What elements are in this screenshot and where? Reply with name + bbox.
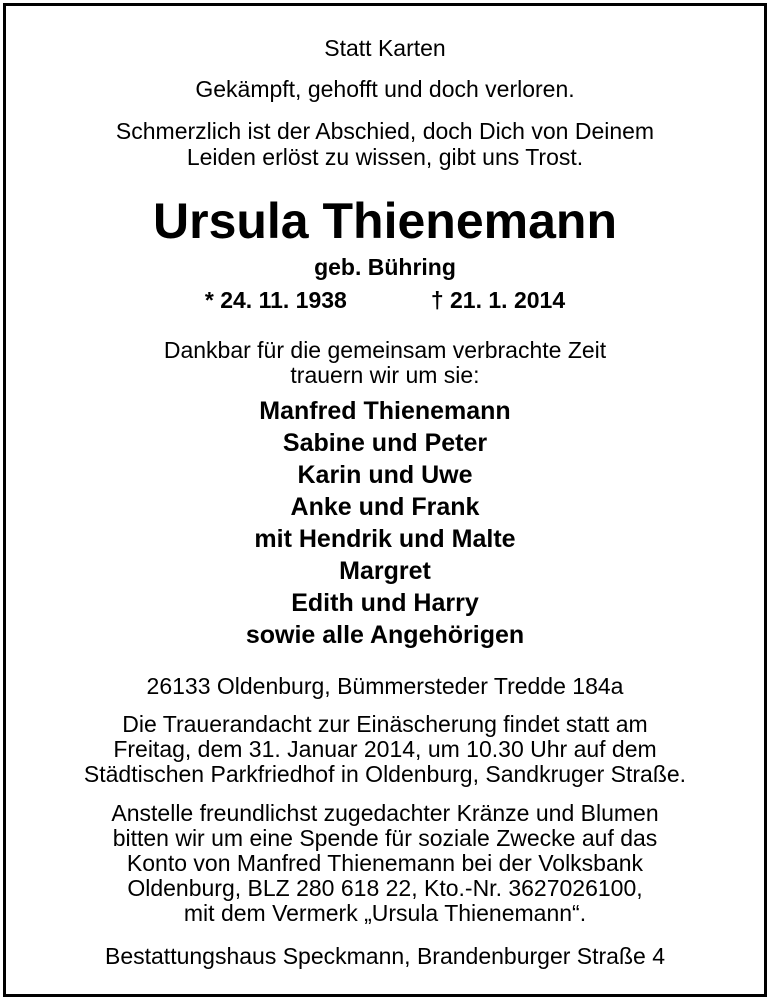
quote-line-1: Schmerzlich ist der Abschied, doch Dich von Deinem xyxy=(115,118,655,144)
mourning-line-1: Dankbar für die gemeinsam verbrachte Zeit xyxy=(163,337,607,363)
family-member: Margret xyxy=(339,557,431,585)
donation-line: Konto von Manfred Thienemann bei der Volksbank xyxy=(126,850,644,876)
funeral-home: Bestattungshaus Speckmann, Brandenburger Straße 4 xyxy=(104,943,665,969)
address: 26133 Oldenburg, Bümmersteder Tredde 184a xyxy=(146,673,624,699)
family-member: Edith und Harry xyxy=(291,589,479,617)
deceased-name: Ursula Thienemann xyxy=(153,193,617,249)
donation-line: Oldenburg, BLZ 280 618 22, Kto.-Nr. 3627026100, xyxy=(127,875,643,901)
service-line: Städtischen Parkfriedhof in Oldenburg, Sandkruger Straße. xyxy=(83,761,687,787)
donation-line: Anstelle freundlichst zugedachter Kränze und Blumen xyxy=(111,800,659,826)
family-member: Anke und Frank xyxy=(290,493,480,521)
quote-line-2: Leiden erlöst zu wissen, gibt uns Trost. xyxy=(186,144,584,170)
donation-line: bitten wir um eine Spende für soziale Zwecke auf das xyxy=(112,825,658,851)
service-line: Die Trauerandacht zur Einäscherung findet statt am xyxy=(122,711,648,737)
motto: Gekämpft, gehofft und doch verloren. xyxy=(195,76,575,102)
service-line: Freitag, dem 31. Januar 2014, um 10.30 Uhr auf dem xyxy=(113,736,657,762)
family-member: Manfred Thienemann xyxy=(259,397,511,425)
mourning-line-2: trauern wir um sie: xyxy=(290,362,480,388)
life-dates xyxy=(0,289,770,312)
family-member: sowie alle Angehörigen xyxy=(245,621,525,649)
birth-date: * 24. 11. 1938 xyxy=(204,287,347,313)
family-member: Sabine und Peter xyxy=(282,429,488,457)
maiden-name: geb. Bühring xyxy=(314,254,456,280)
donation-line: mit dem Vermerk „Ursula Thienemann“. xyxy=(183,900,587,926)
family-member: Karin und Uwe xyxy=(297,461,473,489)
death-date: † 21. 1. 2014 xyxy=(430,287,566,313)
family-member: mit Hendrik und Malte xyxy=(254,525,516,553)
statt-karten: Statt Karten xyxy=(324,35,446,61)
